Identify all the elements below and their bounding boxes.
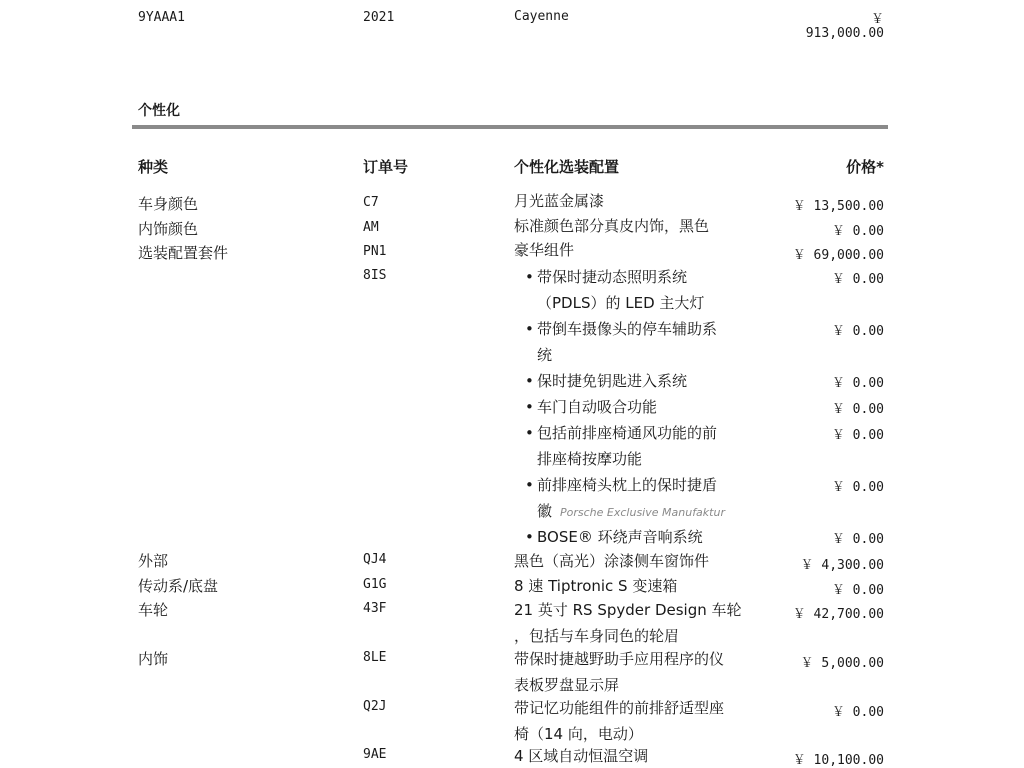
package-item-price: ￥ 0.00: [831, 402, 884, 417]
row-option-cont: ，包括与车身同色的轮眉: [514, 627, 680, 645]
row-price: ￥ 42,700.00: [792, 607, 884, 622]
package-item-line1: 车门自动吸合功能: [537, 398, 658, 416]
package-item-price: ￥ 0.00: [831, 376, 884, 391]
bullet-icon: •: [525, 398, 534, 416]
package-item-price: ￥ 0.00: [831, 532, 884, 547]
row-option: 带记忆功能组件的前排舒适型座: [514, 699, 725, 717]
row-option: 黑色（高光）涂漆侧车窗饰件: [514, 552, 710, 570]
model-row: [0, 8, 1024, 48]
row-code: C7: [363, 195, 379, 210]
row-category: 车轮: [138, 601, 169, 619]
bullet-icon: •: [525, 268, 534, 286]
row-option-cont: 表板罗盘显示屏: [514, 676, 620, 694]
row-price: ￥ 0.00: [831, 705, 884, 720]
row-option: 8 速 Tiptronic S 变速箱: [514, 577, 678, 595]
package-item-line2: （PDLS）的 LED 主大灯: [537, 294, 705, 312]
model-price-value: 913,000.00: [805, 26, 884, 41]
header-order-no: 订单号: [363, 158, 409, 176]
package-item-price: ￥ 0.00: [831, 324, 884, 339]
package-item-line1: 前排座椅头枕上的保时捷盾: [537, 476, 718, 494]
row-option: 4 区域自动恒温空调: [514, 747, 649, 765]
package-item-line1: 带倒车摄像头的停车辅助系: [537, 320, 718, 338]
row-price: ￥ 4,300.00: [800, 558, 884, 573]
row-category: 内饰颜色: [138, 220, 199, 238]
row-option: 月光蓝金属漆: [514, 192, 605, 210]
row-code: 43F: [363, 601, 387, 616]
package-item-line2: 排座椅按摩功能: [537, 450, 643, 468]
package-item-line2: 统: [537, 346, 553, 364]
bullet-icon: •: [525, 528, 534, 546]
row-category: 内饰: [138, 650, 169, 668]
row-code: PN1: [363, 244, 387, 259]
bullet-icon: •: [525, 476, 534, 494]
row-price: ￥ 0.00: [831, 224, 884, 239]
package-item-line1: 带保时捷动态照明系统: [537, 268, 688, 286]
row-category: 传动系/底盘: [138, 577, 219, 595]
row-category: 选装配置套件: [138, 244, 229, 262]
row-option-cont: 椅（14 向，电动）: [514, 725, 643, 743]
row-option: 21 英寸 RS Spyder Design 车轮: [514, 601, 742, 619]
header-price: 价格*: [846, 158, 884, 176]
row-price: ￥ 0.00: [831, 583, 884, 598]
row-price: ￥ 13,500.00: [792, 199, 884, 214]
row-option: 标准颜色部分真皮内饰，黑色: [514, 217, 710, 235]
bullet-icon: •: [525, 320, 534, 338]
package-item-line2: 徽: [537, 502, 553, 520]
header-option: 个性化选装配置: [514, 158, 620, 176]
package-item-price: ￥ 0.00: [831, 428, 884, 443]
row-price: ￥ 10,100.00: [792, 753, 884, 768]
row-price: ￥ 69,000.00: [792, 248, 884, 263]
package-item-line1: BOSE® 环绕声音响系统: [537, 528, 703, 546]
model-price-symbol: ￥: [870, 12, 884, 27]
row-code: Q2J: [363, 699, 387, 714]
row-code: 9AE: [363, 747, 387, 762]
bullet-icon: •: [525, 424, 534, 442]
row-option: 豪华组件: [514, 241, 575, 259]
row-price: ￥ 5,000.00: [800, 656, 884, 671]
exclusive-note: Porsche Exclusive Manufaktur: [560, 506, 725, 519]
model-code: 9YAAA1: [138, 10, 185, 25]
package-item-line1: 包括前排座椅通风功能的前: [537, 424, 718, 442]
section-title: 个性化: [138, 103, 180, 119]
bullet-icon: •: [525, 372, 534, 390]
package-code: 8IS: [363, 268, 387, 283]
row-category: 外部: [138, 552, 169, 570]
row-option: 带保时捷越野助手应用程序的仪: [514, 650, 725, 668]
row-code: QJ4: [363, 552, 387, 567]
section-divider: [132, 125, 888, 129]
package-item-line1: 保时捷免钥匙进入系统: [537, 372, 688, 390]
package-item-price: ￥ 0.00: [831, 272, 884, 287]
header-category: 种类: [138, 158, 169, 176]
package-item-price: ￥ 0.00: [831, 480, 884, 495]
row-code: 8LE: [363, 650, 387, 665]
row-code: G1G: [363, 577, 387, 592]
row-code: AM: [363, 220, 379, 235]
model-name: Cayenne: [514, 9, 569, 24]
row-category: 车身颜色: [138, 195, 199, 213]
model-year: 2021: [363, 10, 395, 25]
